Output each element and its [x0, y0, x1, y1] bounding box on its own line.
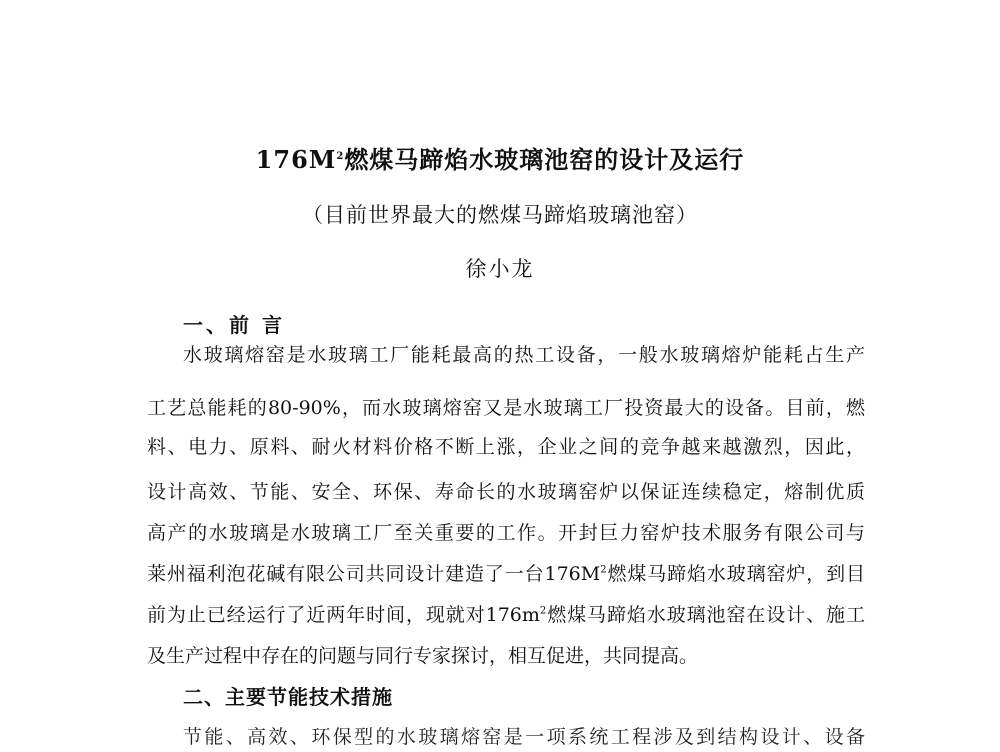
- section-heading-preface: 一、前 言: [183, 313, 285, 337]
- superscript: 2: [600, 564, 607, 576]
- superscript: 2: [539, 605, 547, 617]
- paragraph-line: 工艺总能耗的80-90%，而水玻璃熔窑又是水玻璃工厂投资最大的设备。目前，燃: [147, 397, 865, 419]
- document-title: [0, 140, 1000, 175]
- paragraph-line: 高产的水玻璃是水玻璃工厂至关重要的工作。开封巨力窑炉技术服务有限公司与: [147, 522, 865, 544]
- paragraph-line: 设计高效、节能、安全、环保、寿命长的水玻璃窑炉以保证连续稳定，熔制优质: [147, 481, 865, 503]
- line-text: 燃煤马蹄焰水玻璃池窑在设计、施工: [546, 604, 865, 626]
- paragraph-line: 水玻璃熔窑是水玻璃工厂能耗最高的热工设备，一般水玻璃熔炉能耗占生产: [183, 344, 865, 366]
- title-rest: 燃煤马蹄焰水玻璃池窑的设计及运行: [344, 145, 745, 174]
- document-author: 徐小龙: [465, 257, 535, 281]
- paragraph-line: 及生产过程中存在的问题与同行专家探讨，相互促进，共同提高。: [147, 645, 699, 667]
- line-text: 前为止已经运行了近两年时间，现就对176m: [147, 604, 540, 626]
- section-heading-energy-saving: 二、主要节能技术措施: [183, 685, 393, 709]
- line-text: 莱州福利泡花碱有限公司共同设计建造了一台176M: [147, 563, 601, 585]
- paragraph-line: [147, 559, 865, 589]
- paragraph-line: 料、电力、原料、耐火材料价格不断上涨，企业之间的竞争越来越激烈，因此，: [147, 436, 865, 458]
- title-superscript: 2: [336, 151, 345, 162]
- document-subtitle: （目前世界最大的燃煤马蹄焰玻璃池窑）: [302, 203, 698, 227]
- paragraph-line: [147, 600, 865, 630]
- clipped-line-container: [183, 722, 865, 748]
- paragraph-line: 节能、高效、环保型的水玻璃熔窑是一项系统工程涉及到结构设计、设备: [183, 726, 865, 748]
- title-prefix: 176M: [255, 145, 337, 174]
- line-text: 燃煤马蹄焰水玻璃窑炉，到目: [606, 563, 865, 585]
